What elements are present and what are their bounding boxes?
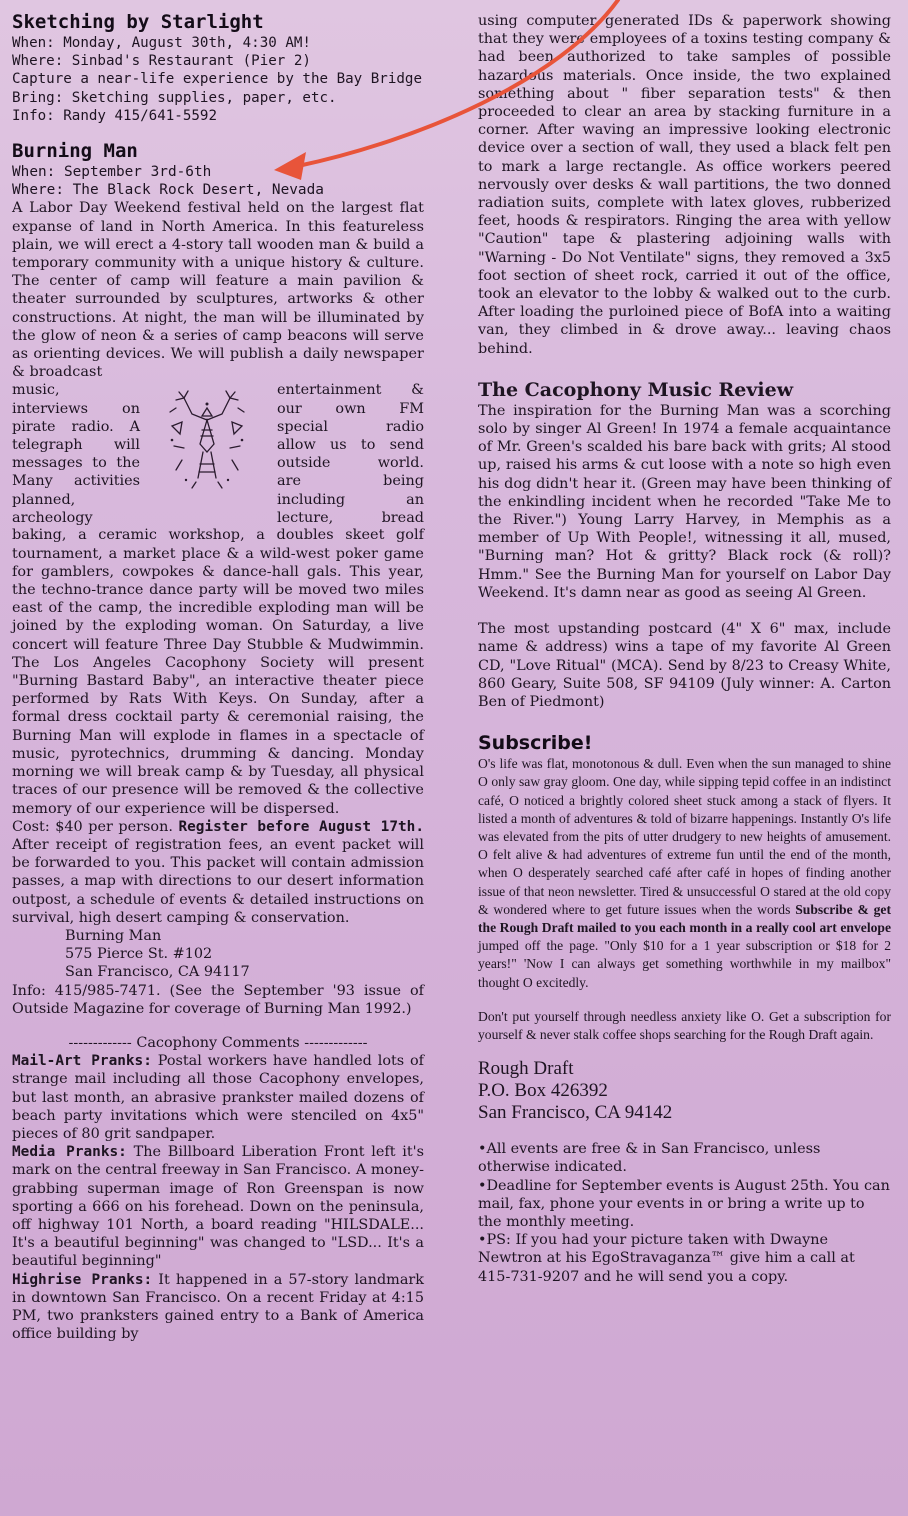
- wrap-right-line: lecture, bread: [277, 509, 424, 526]
- sketching-title: Sketching by Starlight: [12, 11, 264, 33]
- burning-address: [12, 927, 424, 982]
- burning-para1: A Labor Day Weekend festival held on the largest flat expanse of land in North America. In this featureless plain, we will erect a 4-story tall wooden man & build a temporary community with a unique history & culture. The center of camp will feature a main pavilion & theater surrounded by sculptures, artworks & other constructions. At night, the man will be illuminated by the glow of neon & a series of camp beacons will serve as orienting devices. We will publish a daily newspaper & broadcast: [12, 200, 424, 381]
- wrap-left-line: music,: [12, 382, 60, 399]
- wrap-left-line: archeology: [12, 509, 93, 526]
- wrap-left-line: interviews on: [12, 400, 140, 417]
- subscribe-section: [478, 731, 891, 1124]
- comments-header: ------------- Cacophony Comments -------------: [68, 1034, 368, 1051]
- wrap-left-line: planned,: [12, 491, 76, 508]
- burning-info: Info: 415/985-7471. (See the September '93 issue of Outside Magazine for coverage of Burning Man 1992.): [12, 982, 424, 1017]
- wrap-right-lines: [277, 381, 424, 527]
- note-free-events: •All events are free & in San Francisco, unless otherwise indicated.: [478, 1141, 821, 1176]
- burning-para3: After receipt of registration fees, an event packet will be forwarded to you. This packet will contain admission passes, a map with directions to our desert information outpost, a schedule of events & detailed instructions on survival, high desert camping & conservation.: [12, 836, 424, 926]
- subscribe-title: Subscribe!: [478, 732, 593, 755]
- burning-para2: baking, a ceramic workshop, a doubles skeet golf tournament, a market place & a wild-west poker game for gamblers, cowpokes & dance-hall gals. This year, the techno-trance dance party will be moved two miles east of the camp, the incredible exploding man will be joined by the exploding woman. On Saturday, a live concert will feature Three Day Stubble & Mudwimmin. The Los Angeles Cacophony Society will present "Burning Bastard Baby", an interactive theater piece performed by Rats With Keys. On Sunday, after a formal dress cocktail party & ceremonial raising, the Burning Man will explode in flames in a spectacle of music, pyrotechnics, drumming & dancing. Monday morning we will break camp & by Tuesday, all physical traces of our presence will be removed & the collective memory of our experience will be dispersed.: [12, 527, 424, 817]
- sketching-where: Where: Sinbad's Restaurant (Pier 2): [12, 53, 311, 70]
- burning-wrap-zone: [12, 381, 424, 526]
- sketching-when: When: Monday, August 30th, 4:30 AM!: [12, 35, 311, 51]
- sketching-desc: Capture a near-life experience by the Bay Bridge: [12, 71, 422, 88]
- wrap-left-line: messages to the: [12, 455, 140, 472]
- cacophony-comments: [12, 1034, 424, 1343]
- music-review: [478, 378, 891, 711]
- mail-art-pranks: [12, 1052, 424, 1143]
- subscribe-para1-start: O's life was flat, monotonous & dull. Even when the sun managed to shine O only saw gray gloom. One day, while sipping tepid coffee in an indistinct café, O noticed a brightly colored sheet stuck among a stack of flyers. It listed a month of adventures & told of bizarre happenings. Instantly O's life was elevated from the pits of utter drudgery to new heights of amusement. O felt alive & had adventures of extreme fun until the end of the month, when O desperately searched café after café in hopes of finding another issue of that neon newsletter. Tired & unsuccessful O stared at the old copy & wondered where to get future issues when the words: [478, 756, 891, 917]
- media-text: The Billboard Liberation Front left it's mark on the central freeway in San Francisco. A money-grabbing superman image of Ron Greenspan is now sporting a 666 on his forehead. Down on the peninsula, off highway 101 North, a board reading "HILSDALE... It's a beautiful beginning" was changed to "LSD... It's a beautiful beginning": [12, 1144, 424, 1270]
- burning-man-event: [12, 139, 424, 1018]
- address-line: San Francisco, CA 94117: [65, 964, 250, 981]
- note-ps: •PS: If you had your picture taken with Dwayne Newtron at his EgoStravaganza™ give him a call at 415-731-9207 and he will send you a copy.: [478, 1232, 855, 1285]
- wrap-right-line: are being: [277, 473, 424, 490]
- wrap-right-line: allow us to send: [277, 437, 424, 454]
- address-line: P.O. Box 426392: [478, 1080, 608, 1102]
- subscribe-para1: [478, 755, 891, 992]
- note-deadline: •Deadline for September events is August 25th. You can mail, fax, phone your events in or bring a write up to the monthly meeting.: [478, 1177, 890, 1230]
- burning-register: Register before August 17th.: [178, 818, 424, 835]
- right-column: [478, 10, 891, 1286]
- wrap-right-line: including an: [277, 491, 424, 508]
- event-notes: [478, 1140, 891, 1286]
- media-label: Media Pranks:: [12, 1144, 127, 1161]
- address-line: Burning Man: [65, 927, 162, 944]
- music-review-title: The Cacophony Music Review: [478, 378, 794, 401]
- address-line: 575 Pierce St. #102: [65, 946, 213, 963]
- highrise-pranks: [12, 1271, 424, 1344]
- music-para1: The inspiration for the Burning Man was a scorching solo by singer Al Green! In 1974 a female acquaintance of Mr. Green's scalded his bare back with grits; Al stood up, raised his arms & cut loose with a note so high even his dog didn't hear it. (Green may have been thinking of the enkindling incident when he recorded "Take Me to the River.") Young Larry Harvey, in Memphis as a member of Up With People!, witnessing it all, mused, "Burning man? Hot & gritty? Black rock (& roll)? Hmm." See the Burning Man for yourself on Labor Day Weekend. It's damn near as good as seeing Al Green.: [478, 402, 891, 601]
- highrise-continued: using computer generated IDs & paperwork showing that they were employees of a toxins testing company & had been authorized to take samples of possible hazardous materials. Once inside, the two explained something about " fiber separation tests" & then proceeded to clear an area by stacking furniture in a corner. After waving an impressive looking electronic device over a section of wall, they used a black felt pen to mark a large rectangle. As office workers peered nervously over desks & wall partitions, the two donned radiation suits, complete with latex gloves, rubberized feet, hoods & respirators. Ringing the area with yellow "Caution" tape & plastering adjoining walls with "Warning - Do Not Ventilate" signs, they removed a 3x5 foot section of sheet rock, carried it out of the office, took an elevator to the lobby & walked out to the curb. After loading the purloined piece of BofA into a waiting van, they climbed in & drove away... leaving chaos behind.: [478, 13, 891, 357]
- wrap-right-line: entertainment &: [277, 382, 424, 399]
- subscribe-address: [478, 1058, 891, 1124]
- left-column: [12, 10, 424, 1343]
- subscribe-offer: Subscribe & get the Rough Draft mailed to you each month in a really cool art envelope: [478, 901, 891, 935]
- highrise-text: It happened in a 57-story landmark in downtown San Francisco. On a recent Friday at 4:15 PM, two pranksters gained entry to a Bank of America office building by: [12, 1271, 424, 1343]
- subscribe-para1-end: jumped off the page. "Only $10 for a 1 year subscription or $18 for 2 years!" 'Now I can always get something worthwhile in my mailbox" thought O excitedly.: [478, 938, 891, 990]
- burning-cost: Cost: $40 per person.: [12, 818, 173, 835]
- sketching-event: [12, 10, 424, 125]
- burning-when: When: September 3rd-6th: [12, 164, 212, 181]
- wrap-right-line: special radio: [277, 418, 424, 435]
- sketching-bring: Bring: Sketching supplies, paper, etc.: [12, 89, 337, 106]
- address-line: Rough Draft: [478, 1058, 574, 1080]
- subscribe-para2: Don't put yourself through needless anxiety like O. Get a subscription for yourself & never stalk coffee shops searching for the Rough Draft again.: [478, 1008, 891, 1042]
- wrap-left-line: telegraph will: [12, 437, 140, 454]
- wrap-right-line: outside world.: [277, 455, 424, 472]
- mail-art-text: Postal workers have handled lots of strange mail including all those Cacophony envelopes, but last month, an abrasive prankster mailed dozens of beach party invitations which were stenciled on 4x5" pieces of 80 grit sandpaper.: [12, 1053, 424, 1142]
- wrap-right-line: our own FM: [277, 400, 424, 417]
- wrap-left-line: pirate radio. A: [12, 418, 140, 435]
- mail-art-label: Mail-Art Pranks:: [12, 1053, 152, 1070]
- address-line: San Francisco, CA 94142: [478, 1102, 673, 1124]
- sketching-info: Info: Randy 415/641-5592: [12, 107, 217, 124]
- highrise-label: Highrise Pranks:: [12, 1271, 153, 1288]
- burning-man-figure-icon: [162, 386, 252, 494]
- media-pranks: [12, 1143, 424, 1270]
- music-para2: The most upstanding postcard (4" X 6" max, include name & address) wins a tape of my favorite Al Green CD, "Love Ritual" (MCA). Send by 8/23 to Creasy White, 860 Geary, Suite 508, SF 94109 (July winner: A. Carton Ben of Piedmont): [478, 621, 891, 710]
- burning-man-title: Burning Man: [12, 140, 138, 163]
- burning-where: Where: The Black Rock Desert, Nevada: [12, 182, 324, 199]
- wrap-left-lines: [12, 381, 140, 527]
- burning-cost-para: [12, 818, 424, 927]
- wrap-left-line: Many activities: [12, 473, 140, 490]
